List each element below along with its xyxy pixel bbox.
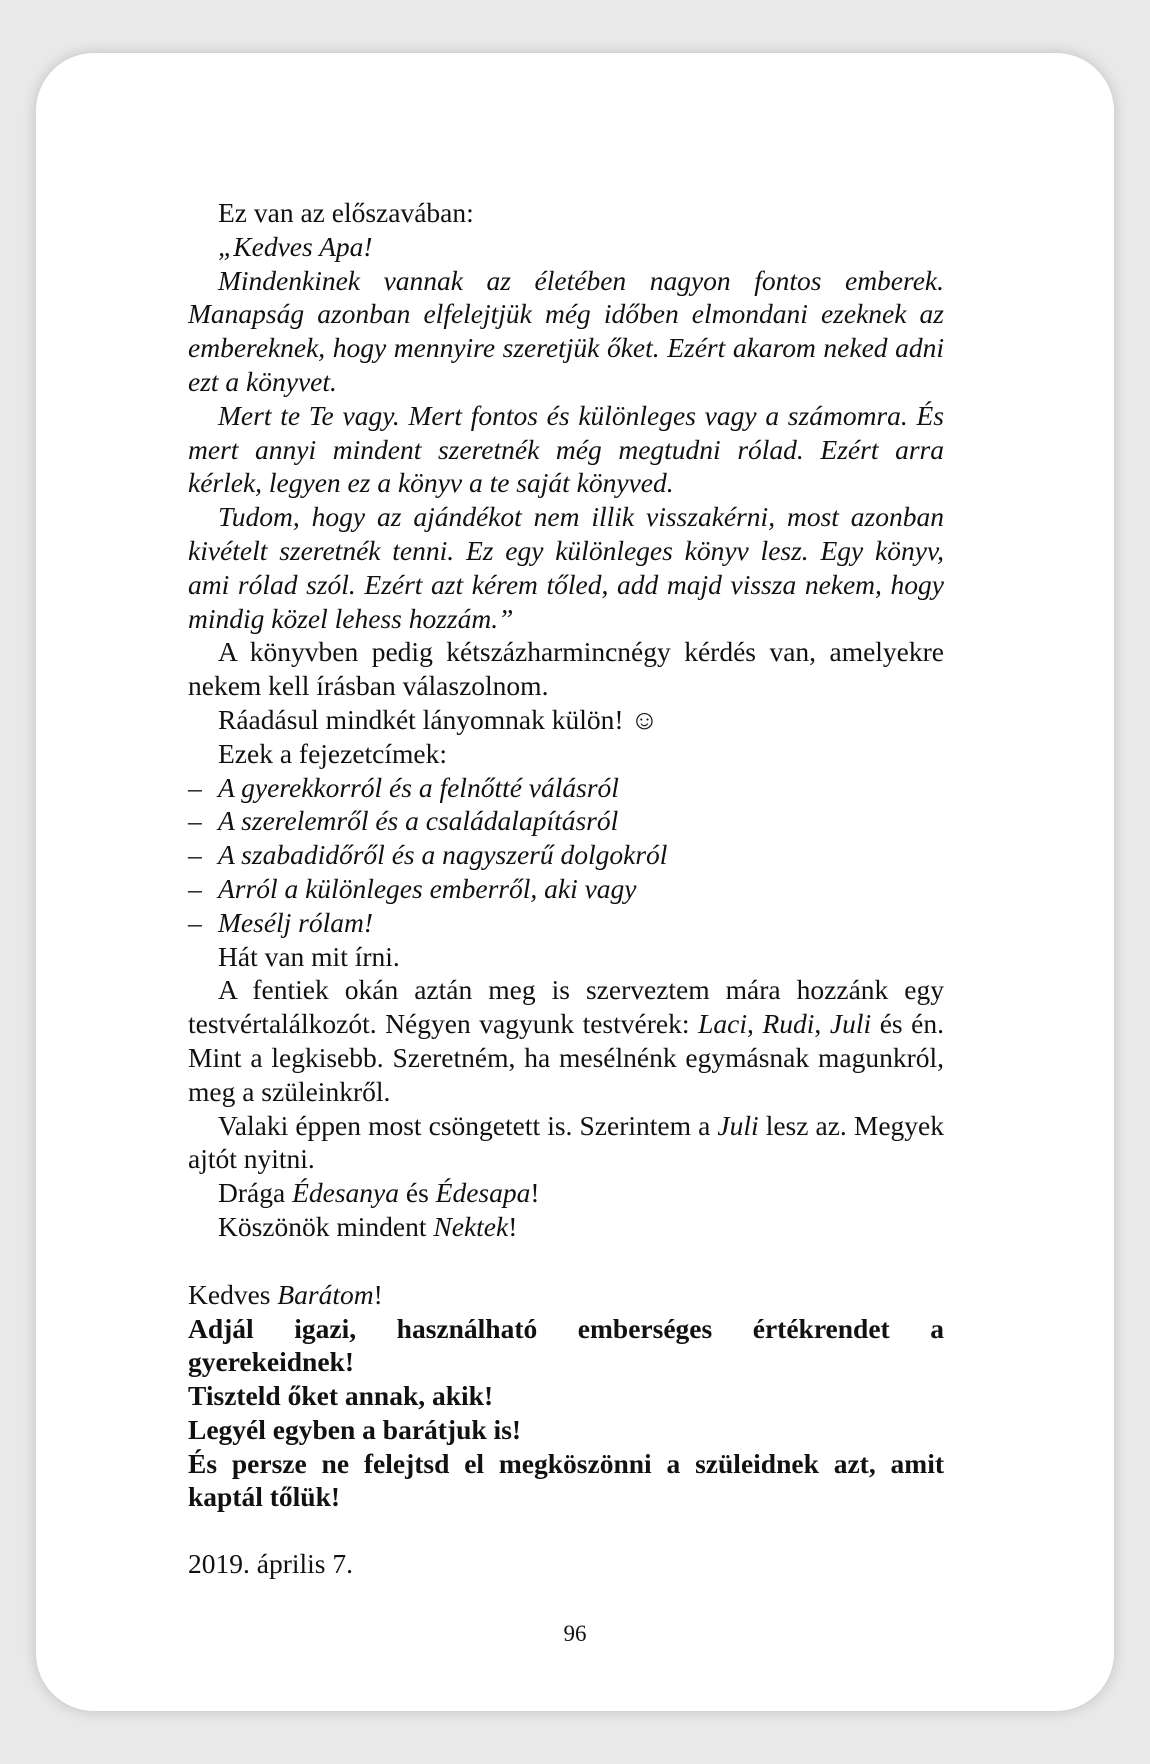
text-run: és én. Mint a legkisebb. Szeretném, ha mesélnénk egymásnak magunkról, meg a szüleinkről. [188, 1008, 945, 1107]
chapter-list-item [188, 872, 944, 906]
text-run: lesz az. Megyek ajtót nyitni. [188, 1109, 944, 1175]
page-body-text [188, 196, 944, 1581]
dash-bullet: – [188, 771, 202, 803]
dash-bullet: – [188, 805, 202, 837]
quoted-greeting: „Kedves Apa! [218, 230, 373, 262]
paragraph: A könyvben pedig kétszázharmincnégy kérdés van, amelyekre nekem kell írásban válaszolnom. [188, 636, 944, 702]
chapter-title: Arról a különleges emberről, aki vagy [218, 872, 637, 904]
text-run: ! [508, 1210, 518, 1242]
quoted-paragraph: Mindenkinek vannak az életében nagyon fontos emberek. Manapság azonban elfelejtjük még időben elmondani ezeknek az embereknek, hogy mennyire szeretjük őket. Ezért akarom neked adni ezt a könyvet. [188, 264, 944, 397]
chapter-list [188, 771, 944, 940]
text-run: , [746, 1008, 763, 1040]
text-run: ! [373, 1278, 383, 1310]
dash-bullet: – [188, 906, 202, 938]
date-line: 2019. április 7. [188, 1548, 353, 1580]
text-run: és [398, 1177, 436, 1209]
paragraph-parents [188, 1176, 944, 1210]
chapter-list-item [188, 771, 944, 805]
text-run: ! [530, 1177, 540, 1209]
closing-greeting [188, 1278, 944, 1312]
dash-bullet: – [188, 872, 202, 904]
paragraph-thanks [188, 1210, 944, 1244]
text-run: A fentiek okán aztán meg is szerveztem mára hozzánk egy testvértalálkozót. Négyen vagyunk testvérek: [188, 974, 944, 1040]
text-run: Valaki éppen most csöngetett is. Szerintem a [218, 1109, 718, 1141]
text-run: Köszönök mindent [218, 1210, 434, 1242]
chapter-title: A szabadidőről és a nagyszerű dolgokról [218, 839, 668, 871]
sibling-name: Juli [829, 1008, 872, 1040]
paragraph-siblings [188, 973, 944, 1108]
sibling-name: Juli [717, 1109, 759, 1141]
emphasis: Nektek [433, 1210, 509, 1242]
sibling-name: Laci [698, 1008, 747, 1040]
advice-line: Legyél egyben a barátjuk is! [188, 1413, 522, 1445]
sibling-name: Rudi [762, 1008, 815, 1040]
paragraph: Ezek a fejezetcímek: [218, 737, 448, 769]
emphasis: Barátom [277, 1278, 374, 1310]
chapter-list-item [188, 804, 944, 838]
parent-name: Édesanya [292, 1177, 399, 1209]
chapter-list-item [188, 906, 944, 940]
chapter-list-item [188, 838, 944, 872]
chapter-title: A gyerekkorról és a felnőtté válásról [218, 771, 619, 803]
dash-bullet: – [188, 839, 202, 871]
advice-line: Adjál igazi, használható emberséges értékrendet a gyerekeidnek! [188, 1312, 944, 1378]
advice-line: Tiszteld őket annak, akik! [188, 1380, 494, 1412]
paragraph-doorbell [188, 1109, 944, 1177]
paragraph: Ez van az előszavában: [218, 197, 474, 228]
blank-line [188, 1514, 944, 1547]
page-number: 96 [563, 1621, 587, 1646]
chapter-title: A szerelemről és a családalapításról [218, 805, 619, 837]
quoted-paragraph: Tudom, hogy az ajándékot nem illik visszakérni, most azonban kivételt szeretnék tenni. Ez egy különleges könyv lesz. Egy könyv, ami rólad szól. Ezért azt kérem tőled, add majd vissza nekem, hogy mindig közel lehess hozzám.” [188, 501, 944, 634]
paragraph: Ráadásul mindkét lányomnak külön! ☺ [218, 703, 659, 735]
chapter-title: Mesélj rólam! [218, 906, 374, 938]
text-run: Kedves [188, 1278, 278, 1310]
text-run: , [814, 1008, 830, 1040]
blank-line [188, 1244, 944, 1278]
text-run: Drága [218, 1177, 293, 1209]
parent-name: Édesapa [435, 1177, 531, 1209]
quoted-paragraph: Mert te Te vagy. Mert fontos és különleges vagy a számomra. És mert annyi mindent szeretnék még megtudni rólad. Ezért arra kérlek, legyen ez a könyv a te saját könyved. [188, 399, 944, 499]
paragraph: Hát van mit írni. [218, 940, 400, 972]
advice-line: És persze ne felejtsd el megköszönni a szüleidnek azt, amit kaptál tőlük! [188, 1447, 944, 1513]
book-page [36, 53, 1114, 1711]
